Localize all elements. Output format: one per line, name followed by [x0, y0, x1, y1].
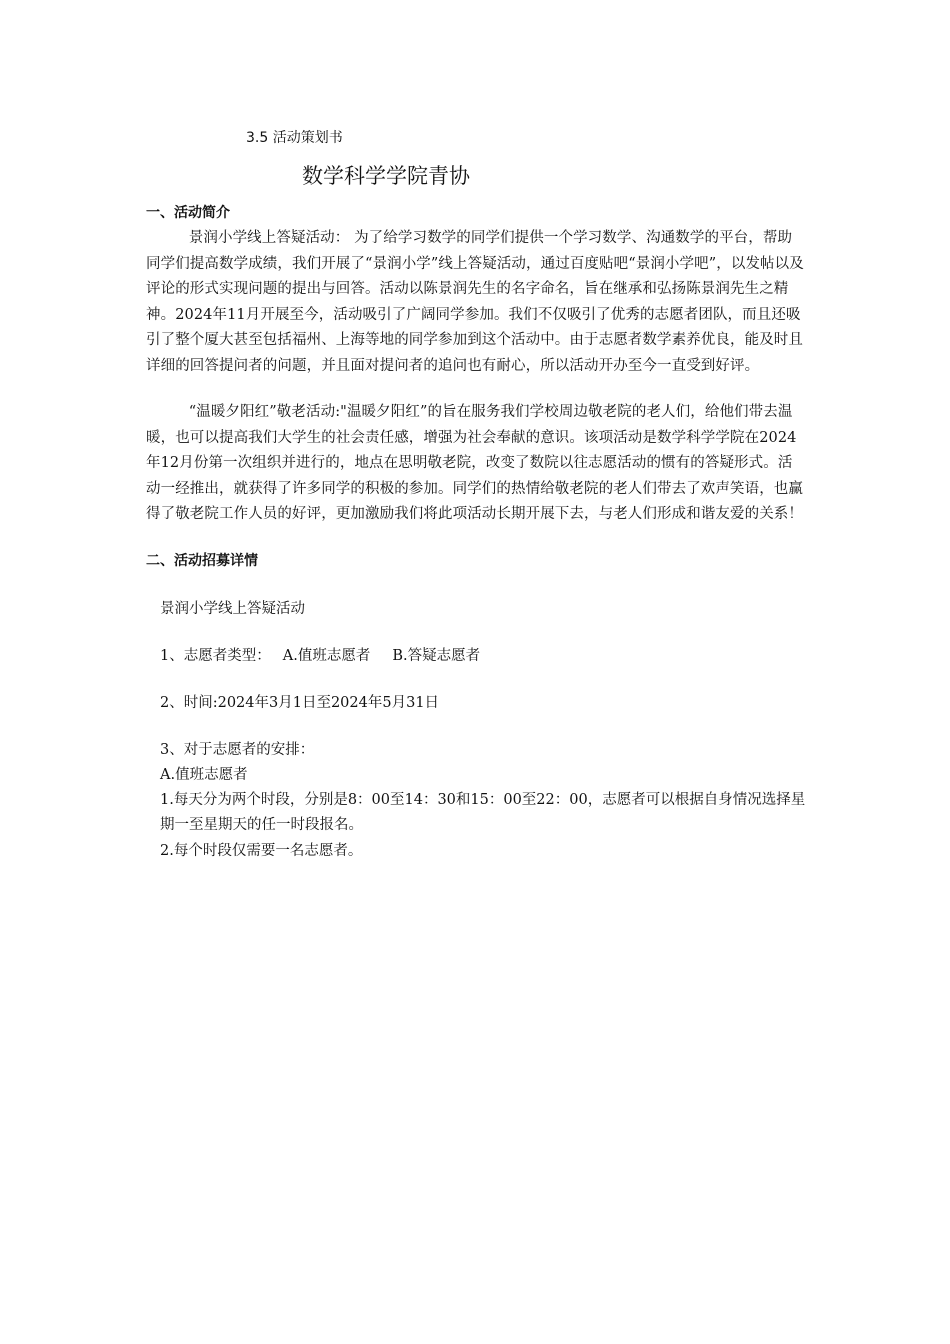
- volunteer-type-option-a: A.值班志愿者: [282, 648, 371, 664]
- document-title: 数学科学学院青协: [302, 164, 470, 188]
- arrangement-point-2: 2.每个时段仅需要一名志愿者。: [160, 843, 363, 859]
- arrangement-sub-heading: A.值班志愿者: [160, 767, 248, 783]
- section-heading-recruit: 二、活动招募详情: [146, 553, 258, 569]
- volunteer-type-label: 1、志愿者类型：: [160, 648, 271, 664]
- intro-paragraph-elderly: “温暖夕阳红”敬老活动:"温暖夕阳红”的旨在服务我们学校周边敬老院的老人们，给他们带去温暖，也可以提高我们大学生的社会责任感，增强为社会奉献的意识。该项活动是数学科学学院在2024年12月份第一次组织并进行的，地点在思明敬老院，改变了数院以往志愿活动的惯有的答疑形式。活动一经推出，就获得了许多同学的积极的参加。同学们的热情给敬老院的老人们带去了欢声笑语，也赢得了敬老院工作人员的好评，更加激励我们将此项活动长期开展下去，与老人们形成和谐友爱的关系！: [146, 404, 803, 523]
- arrangement-point-1: 1.每天分为两个时段，分别是8：00至14：30和15：00至22：00，志愿者可以根据自身情况选择星期一至星期天的任一时段报名。: [160, 792, 806, 834]
- time-line: 2、时间:2024年3月1日至2024年5月31日: [160, 695, 440, 711]
- volunteer-type-line: [160, 644, 480, 669]
- section-label: 3.5 活动策划书: [246, 130, 343, 146]
- activity-name: 景润小学线上答疑活动: [160, 601, 305, 617]
- volunteer-type-option-b: B.答疑志愿者: [392, 648, 481, 664]
- section-heading-intro: 一、活动简介: [146, 205, 230, 221]
- intro-paragraph-jingrun: 景润小学线上答疑活动： 为了给学习数学的同学们提供一个学习数学、沟通数学的平台，帮助同学们提高数学成绩，我们开展了“景润小学”线上答疑活动，通过百度贴吧“景润小学吧”，以发帖以及评论的形式实现问题的提出与回答。活动以陈景润先生的名字命名，旨在继承和弘扬陈景润先生之精神。2024年11月开展至今，活动吸引了广阔同学参加。我们不仅吸引了优秀的志愿者团队，而且还吸引了整个厦大甚至包括福州、上海等地的同学参加到这个活动中。由于志愿者数学素养优良，能及时且详细的回答提问者的问题，并且面对提问者的追问也有耐心，所以活动开办至今一直受到好评。: [146, 230, 804, 374]
- arrangement-line: 3、对于志愿者的安排：: [160, 742, 315, 758]
